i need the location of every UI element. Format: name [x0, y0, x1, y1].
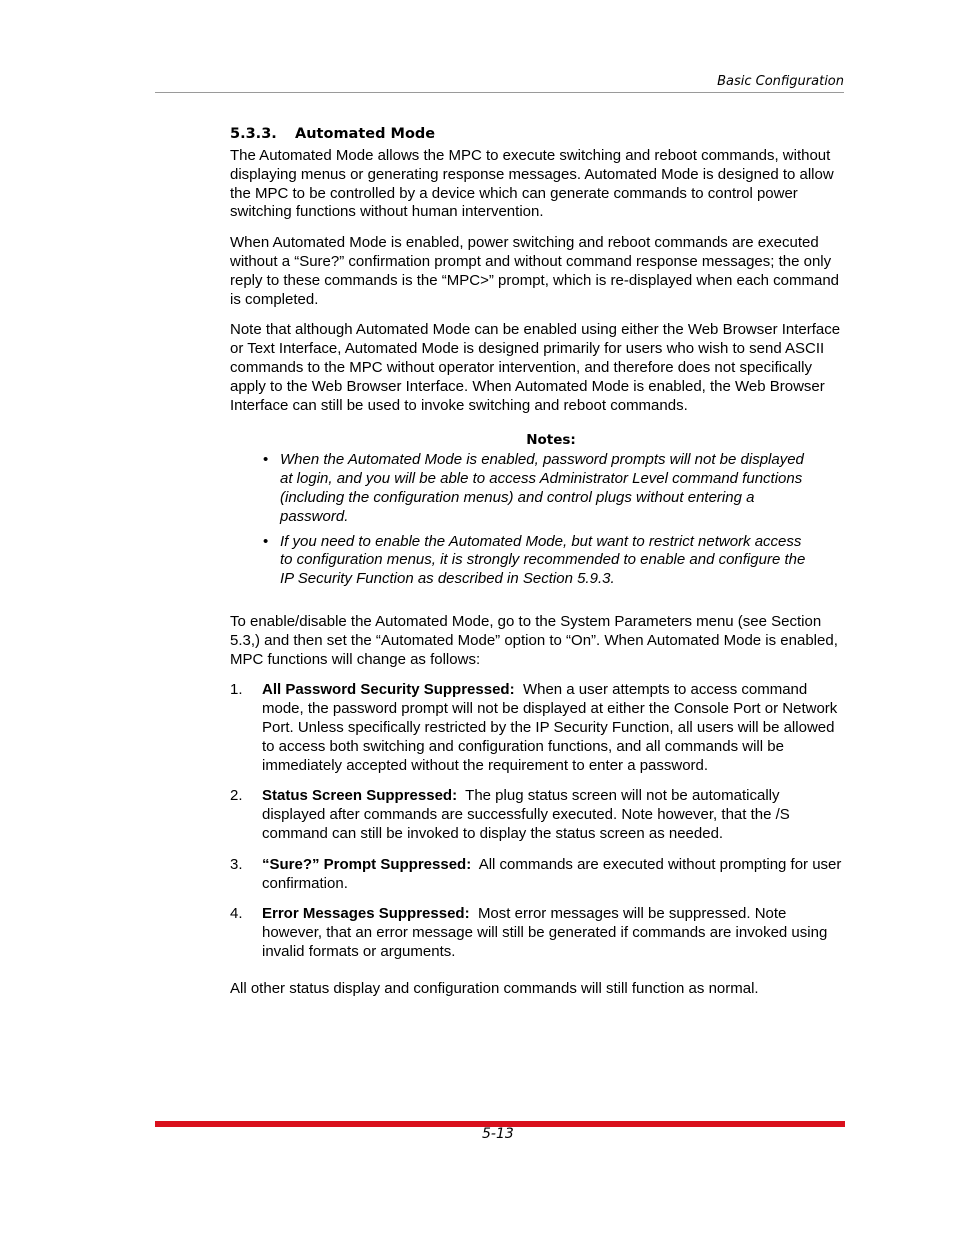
paragraph-closing: All other status display and configuration commands will still function as normal.: [230, 979, 759, 997]
notes-heading: Notes:: [526, 432, 576, 449]
bullet-icon: •: [263, 451, 269, 469]
header-divider: [155, 92, 844, 93]
running-header: Basic Configuration: [717, 74, 844, 89]
page-number: 5-13: [482, 1126, 514, 1142]
item-number: 2.: [230, 787, 243, 805]
paragraph-enabled-behavior: When Automated Mode is enabled, power switching and reboot commands are executed without a “Sure?” confirmation prompt and without command response messages; the only reply to these commands is the “MPC>” prompt, which is re-displayed when each command is completed.: [230, 234, 840, 308]
item-number: 4.: [230, 905, 243, 923]
item-label: Error Messages Suppressed:: [262, 905, 470, 923]
note-text: If you need to enable the Automated Mode, but want to restrict network access to configuration menus, it is strongly recommended to enable and configure the IP Security Function as described in Section 5.9.3.: [280, 532, 806, 588]
item-text: All commands are executed without prompting for user confirmation.: [262, 855, 842, 892]
section-title: Automated Mode: [295, 126, 436, 142]
item-label: Status Screen Suppressed:: [262, 787, 458, 805]
paragraph-intro: The Automated Mode allows the MPC to execute switching and reboot commands, without displaying menus or generating response messages. Automated Mode is designed to allow the MPC to be controlled by a device which can generate commands to control power switching functions without human intervention.: [230, 147, 834, 221]
item-text: When a user attempts to access command mode, the password prompt will not be displayed at either the Console Port or Network Port. Unless specifically restricted by the IP Security Function, all users will be allowed to access both switching and configuration functions, and all commands will be immediately accepted without the requirement to enter a password.: [262, 681, 838, 774]
note-item: [230, 533, 846, 589]
note-text: When the Automated Mode is enabled, password prompts will not be displayed at login, and you will be able to access Administrator Level command functions (including the configuration menus) and control plugs without entering a password.: [280, 451, 804, 525]
note-item: [230, 451, 846, 526]
item-label: All Password Security Suppressed:: [262, 681, 515, 699]
bullet-icon: •: [263, 532, 269, 550]
changes-list: [230, 681, 846, 961]
item-number: 3.: [230, 855, 243, 873]
notes-list: [230, 451, 846, 589]
item-text: Most error messages will be suppressed. Note however, that an error message will still be generated if commands are invoked using invalid formats or arguments.: [262, 905, 828, 960]
paragraph-interface-note: Note that although Automated Mode can be enabled using either the Web Browser Interface or Text Interface, Automated Mode is designed primarily for users who wish to send ASCII commands to the MPC without operator intervention, and therefore does not specifically apply to the Web Browser Interface. When Automated Mode is enabled, the Web Browser Interface can still be used to invoke switching and reboot commands.: [230, 321, 841, 414]
section-number: 5.3.3.: [230, 126, 277, 142]
page-body: [230, 124, 846, 1010]
item-text: The plug status screen will not be automatically displayed after commands are successfully executed. Note however, that the /S command can still be invoked to display the status screen as needed.: [262, 787, 790, 842]
item-number: 1.: [230, 681, 243, 699]
list-item: [230, 787, 846, 843]
item-label: “Sure?” Prompt Suppressed:: [262, 855, 472, 873]
list-item: [230, 905, 846, 961]
list-item: [230, 856, 846, 894]
section-heading: [230, 124, 846, 144]
list-item: [230, 681, 846, 775]
paragraph-enable-instructions: To enable/disable the Automated Mode, go to the System Parameters menu (see Section 5.3,) and then set the “Automated Mode” option to “On”. When Automated Mode is enabled, MPC functions will change as follows:: [230, 612, 838, 668]
